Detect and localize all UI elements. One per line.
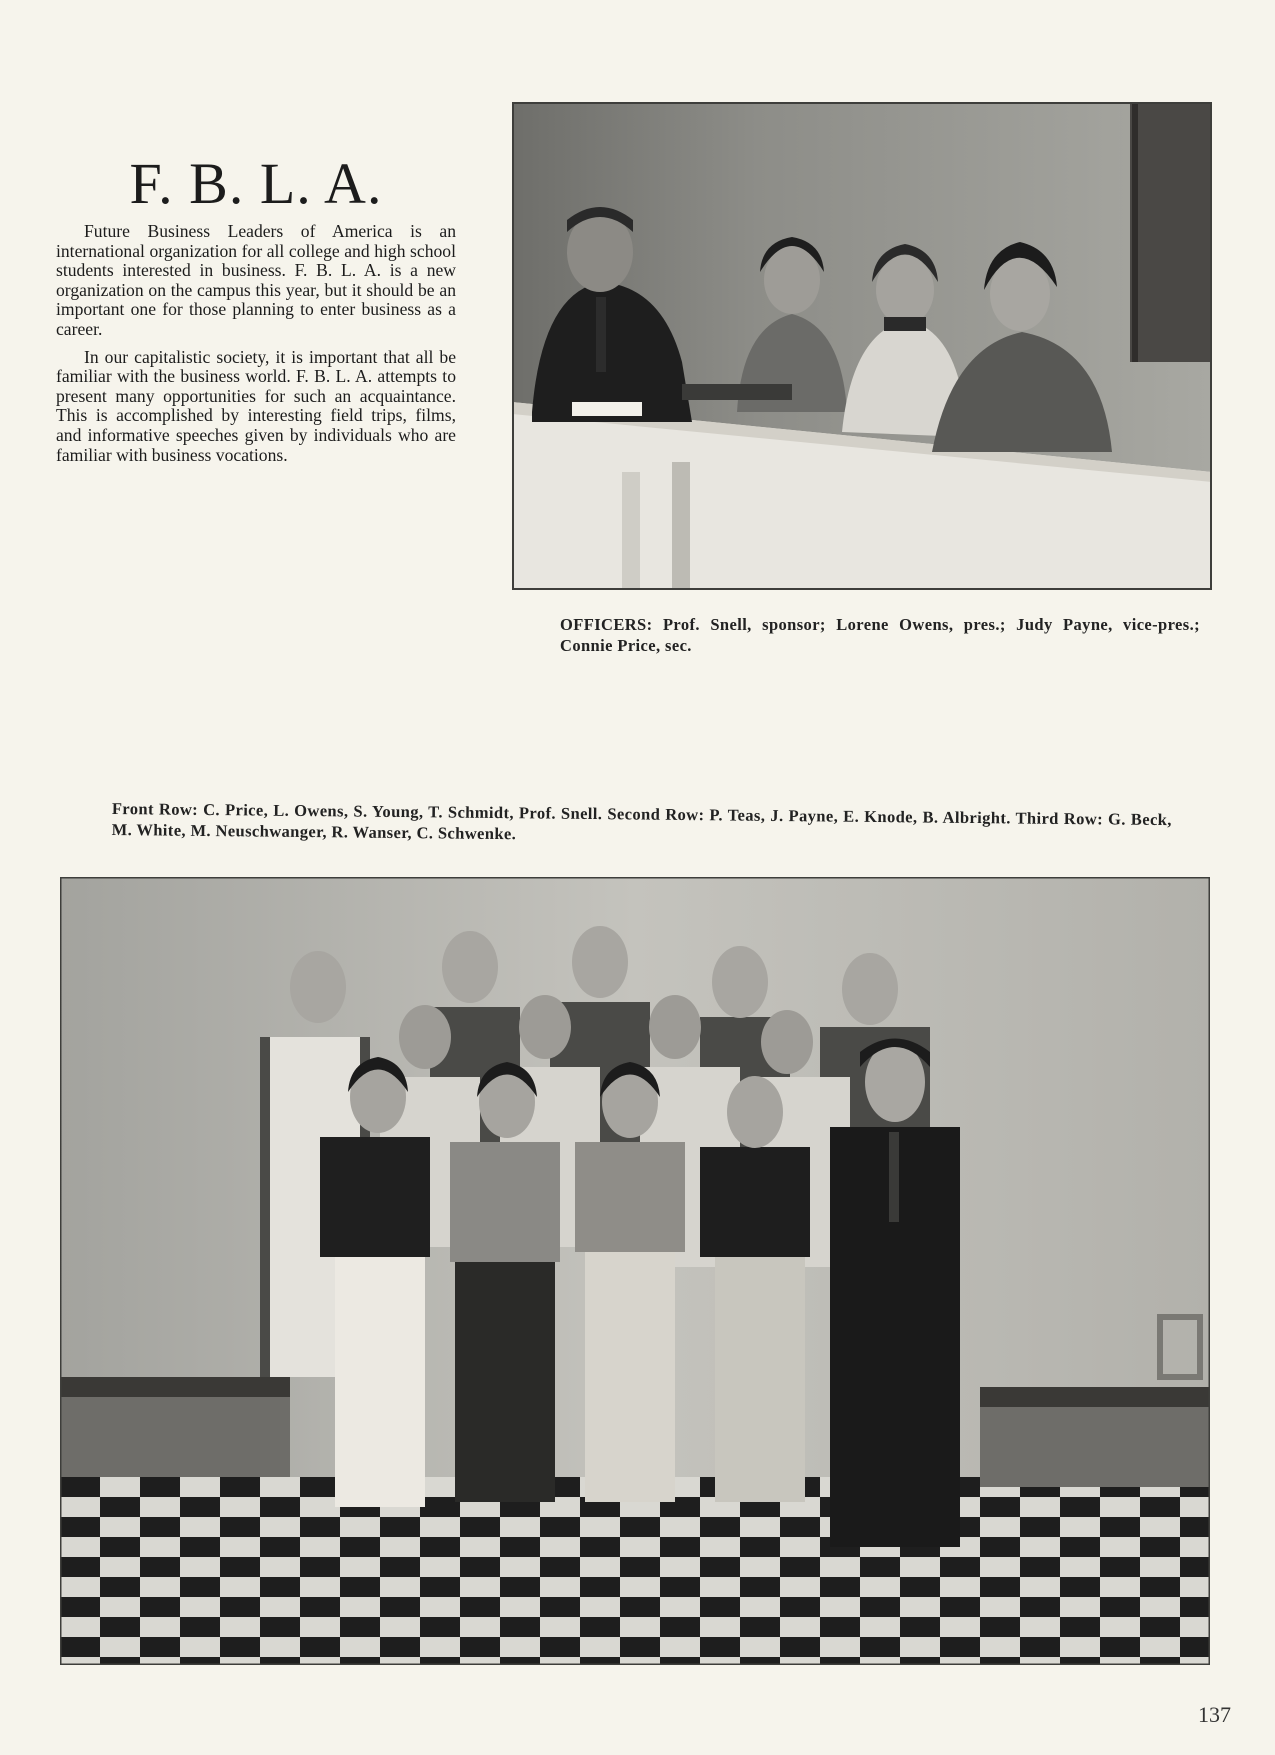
page-number: 137 (1198, 1702, 1231, 1727)
intro-paragraph: Future Business Leaders of America is an international organization for all college and high school students interested in business. F. B. L. A. is a new organization on the campus this year, but it should be an important one for those planning to enter business as a career. (56, 221, 456, 339)
intro-paragraph: In our capitalistic society, it is important that all be familiar with the business world. F. B. L. A. attempts to present many opportunities for such an acquaintance. This is accomplished by interesting field trips, films, and informative speeches given by individuals who are familiar with business vocations. (56, 346, 456, 465)
intro-text (56, 222, 456, 473)
page-title: F. B. L. A. (129, 151, 383, 216)
officers-caption: OFFICERS: Prof. Snell, sponsor; Lorene Owens, pres.; Judy Payne, vice-pres.; Connie Price, sec. (560, 615, 1200, 655)
group-caption: Front Row: C. Price, L. Owens, S. Young, T. Schmidt, Prof. Snell. Second Row: P. Teas, J. Payne, E. Knode, B. Albright. Third Row: G. Beck, M. White, M. Neuschwanger, R. Wanser, C. Schwenke. (111, 798, 1172, 844)
group-photo (60, 877, 1210, 1665)
officers-photo (512, 102, 1212, 590)
